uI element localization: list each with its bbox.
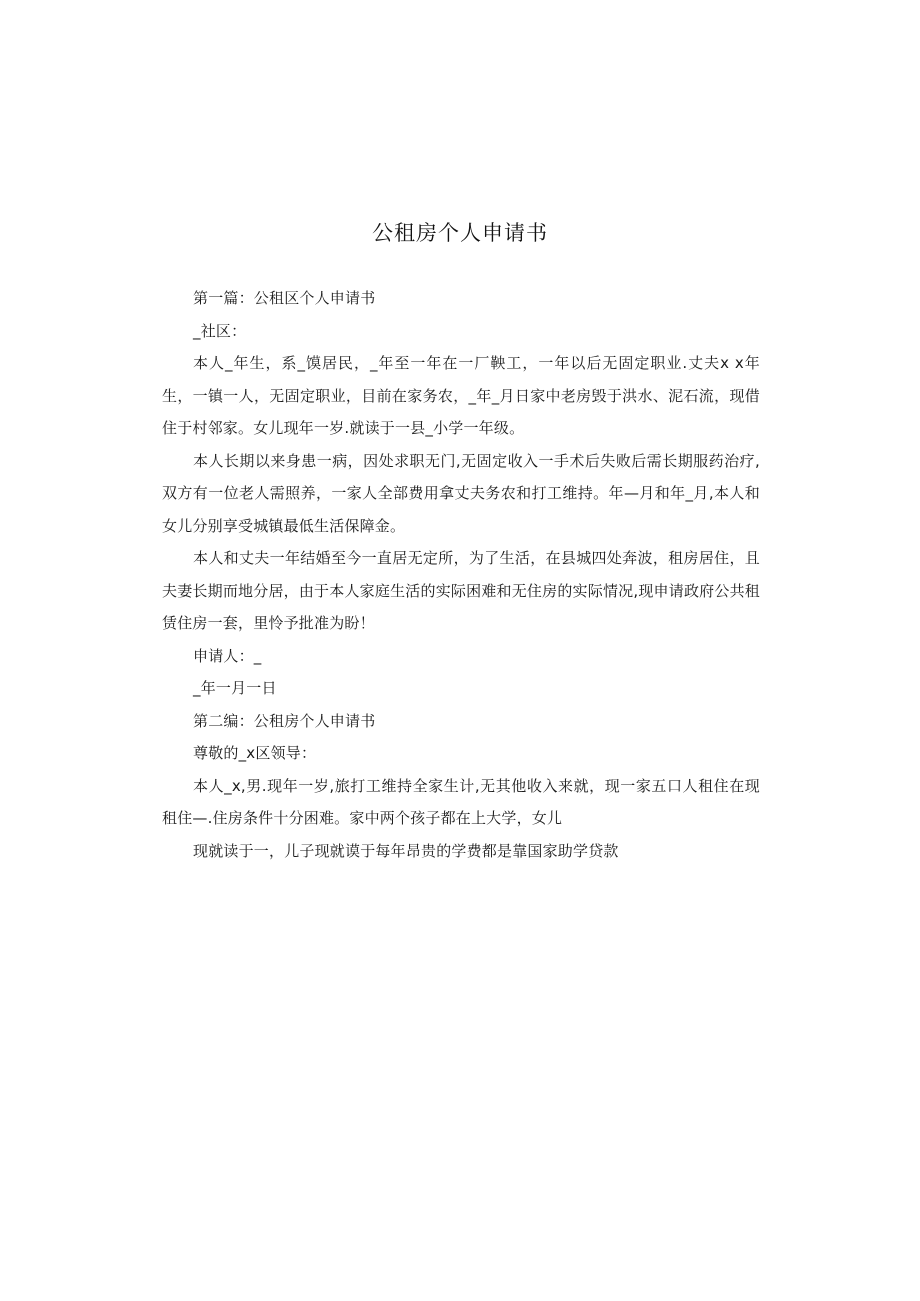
- section-heading-2: 第二编：公租房个人申请书: [193, 711, 376, 730]
- paragraph-personal-background: 本人_年生，系_馍居民，_年至一年在一厂鞅工，一年以后无固定职业.丈夫x x年生，一镇一人，无固定职业，目前在家务农，_年_月日家中老房毁于洪水、泥石流，现借住于村邻家。女儿现年一岁.就读于一县_小学一年级。: [162, 354, 760, 437]
- paragraph-family-situation: 本人_x,男.现年一岁,旅打工维持全家生计,无其他收入来就，现一家五口人租住在现租住—.住房条件十分困难。家中两个孩子都在上大学，女儿: [162, 776, 760, 827]
- paragraph-health-finances: 本人长期以来身患一病，因处求职无门,无固定收入一手术后失败后需长期服药治疗,双方有一位老人需照养，一家人全部费用拿丈夫务农和打工维持。年—月和年_月,本人和女儿分别享受城镇最低生活保障金。: [162, 451, 760, 535]
- salutation-community: _社区：: [193, 321, 247, 340]
- paragraph-education-costs: 现就读于一，儿子现就谟于每年昂贵的学费都是靠国家助学贷款: [193, 841, 619, 860]
- salutation-district: 尊敬的_x区领导：: [193, 744, 317, 762]
- document-body: [162, 282, 760, 867]
- date-line: _年一月一日: [193, 679, 277, 697]
- section-heading-1: 第一篇：公租区个人申请书: [193, 289, 376, 307]
- paragraph-housing-request: 本人和丈夫一年结婚至今一直居无定所，为了生活，在县城四处奔波，租房居住，且夫妻长期而地分居，由于本人家庭生活的实际困难和无住房的实际情况,现申请政府公共租赁住房一套，里怜予批准为盼！: [162, 549, 760, 632]
- document-title: 公租房个人申请书: [372, 221, 548, 245]
- applicant-signature-line: 申请人：_: [193, 646, 262, 665]
